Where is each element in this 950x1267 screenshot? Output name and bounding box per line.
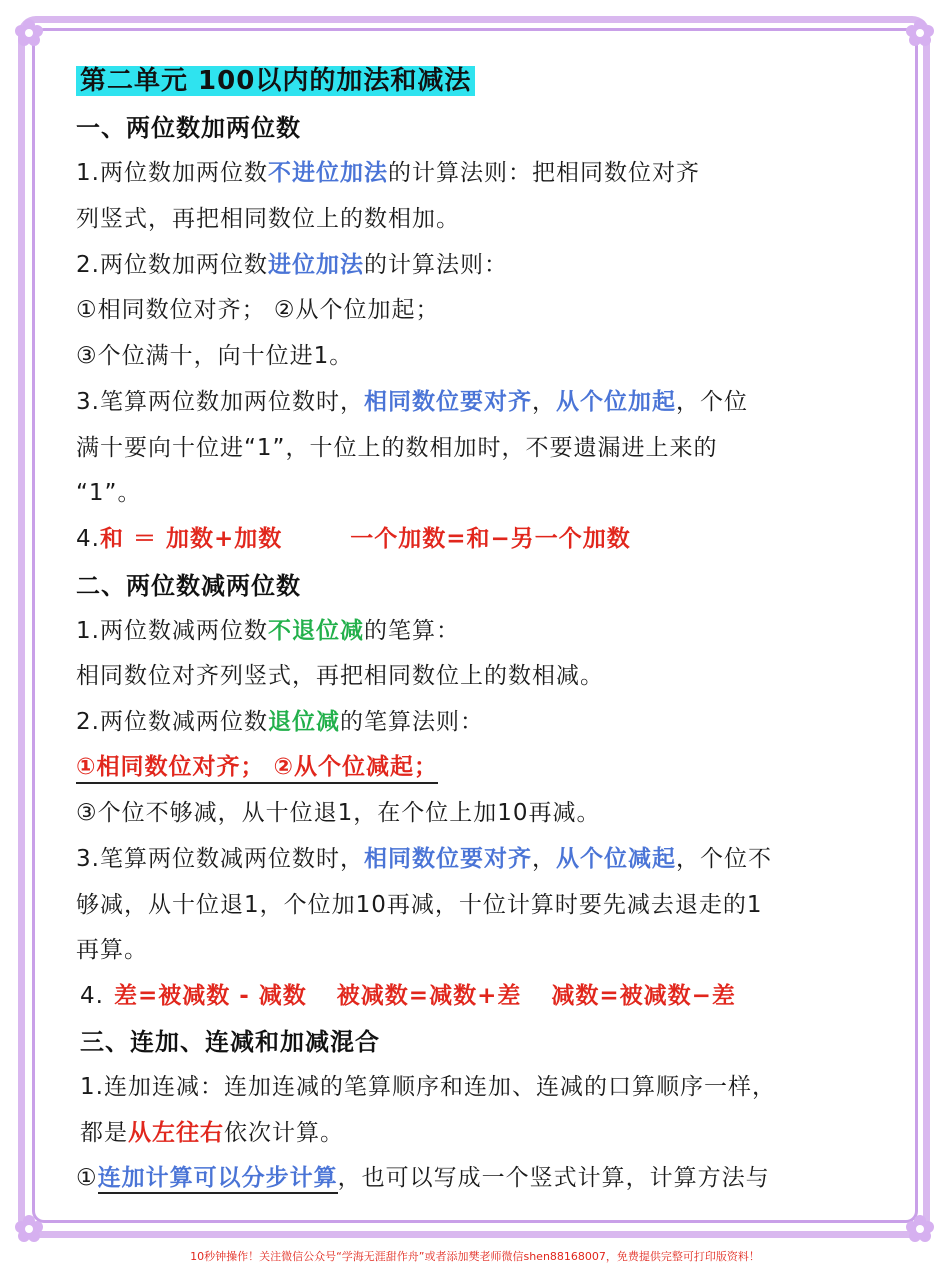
paragraph-line: 够减，从十位退1，个位加10再减，十位计算时要先减去退走的1 [76,892,763,918]
paragraph-line: ③个位不够减，从十位退1，在个位上加10再减。 [76,800,601,826]
paragraph-line: 相同数位对齐列竖式，再把相同数位上的数相减。 [76,663,604,689]
keyword-step-calculation: 连加计算可以分步计算 [98,1165,338,1194]
section-heading: 一、两位数加两位数 [76,114,301,142]
formula-sum: 和 ＝ 加数+加数 [99,526,283,552]
keyword-start-ones: 从个位减起 [555,846,676,872]
formula-line: 4. 差=被减数 - 减数 被减数=减数+差 减数=被减数−差 [80,983,736,1009]
paragraph-line: ①相同数位对齐； ②从个位加起； [76,297,440,323]
paragraph-line: 3.笔算两位数减两位数时，相同数位要对齐，从个位减起，个位不 [76,846,772,872]
formula-addend: 一个加数=和−另一个加数 [350,526,631,552]
rule-underlined: ①相同数位对齐； ②从个位减起； [76,754,438,784]
formula-difference: 差=被减数 - 减数 [113,983,307,1009]
paragraph-line [76,748,438,781]
flower-icon [14,1214,44,1244]
keyword-start-ones: 从个位加起 [555,389,676,415]
flower-icon [905,1214,935,1244]
keyword-carry-addition: 进位加法 [267,252,364,278]
formula-minuend: 被减数=减数+差 [336,983,522,1009]
keyword-no-carry-addition: 不进位加法 [267,160,388,186]
keyword-borrow-subtraction: 退位减 [267,709,340,735]
formula-line: 4.和 ＝ 加数+加数 一个加数=和−另一个加数 [76,526,631,552]
paragraph-line: 2.两位数加两位数进位加法的计算法则： [76,252,508,278]
footer-note: 10秒钟操作！关注微信公众号“学海无涯甜作舟”或者添加樊老师微信shen88168007，免费提供完整可打印版资料！ [190,1250,760,1263]
section-heading: 三、连加、连减和加减混合 [80,1028,380,1056]
paragraph-line: 列竖式，再把相同数位上的数相加。 [76,206,460,232]
keyword-no-borrow-subtraction: 不退位减 [267,618,364,644]
keyword-align-digits: 相同数位要对齐 [363,846,532,872]
keyword-left-to-right: 从左往右 [128,1120,224,1146]
paragraph-line: 1.两位数加两位数不进位加法的计算法则：把相同数位对齐 [76,160,700,186]
formula-subtrahend: 减数=被减数−差 [551,983,736,1009]
section-heading: 二、两位数减两位数 [76,572,301,600]
paragraph-line: 再算。 [76,937,148,963]
paragraph-line: “1”。 [76,480,142,506]
paragraph-line: ①连加计算可以分步计算，也可以写成一个竖式计算，计算方法与 [76,1159,770,1192]
paragraph-line: 3.笔算两位数加两位数时，相同数位要对齐，从个位加起，个位 [76,389,748,415]
keyword-align-digits: 相同数位要对齐 [363,389,532,415]
paragraph-line: ③个位满十，向十位进1。 [76,343,354,369]
flower-icon [905,18,935,48]
page-title: 第二单元 100以内的加法和减法 [76,60,475,97]
paragraph-line: 1.两位数减两位数不退位减的笔算： [76,618,460,644]
flower-icon [14,18,44,48]
paragraph-line: 满十要向十位进“1”，十位上的数相加时，不要遗漏进上来的 [76,435,718,461]
paragraph-line: 都是从左往右依次计算。 [80,1120,344,1146]
paragraph-line: 1.连加连减：连加连减的笔算顺序和连加、连减的口算顺序一样， [80,1074,776,1100]
paragraph-line: 2.两位数减两位数退位减的笔算法则： [76,709,484,735]
